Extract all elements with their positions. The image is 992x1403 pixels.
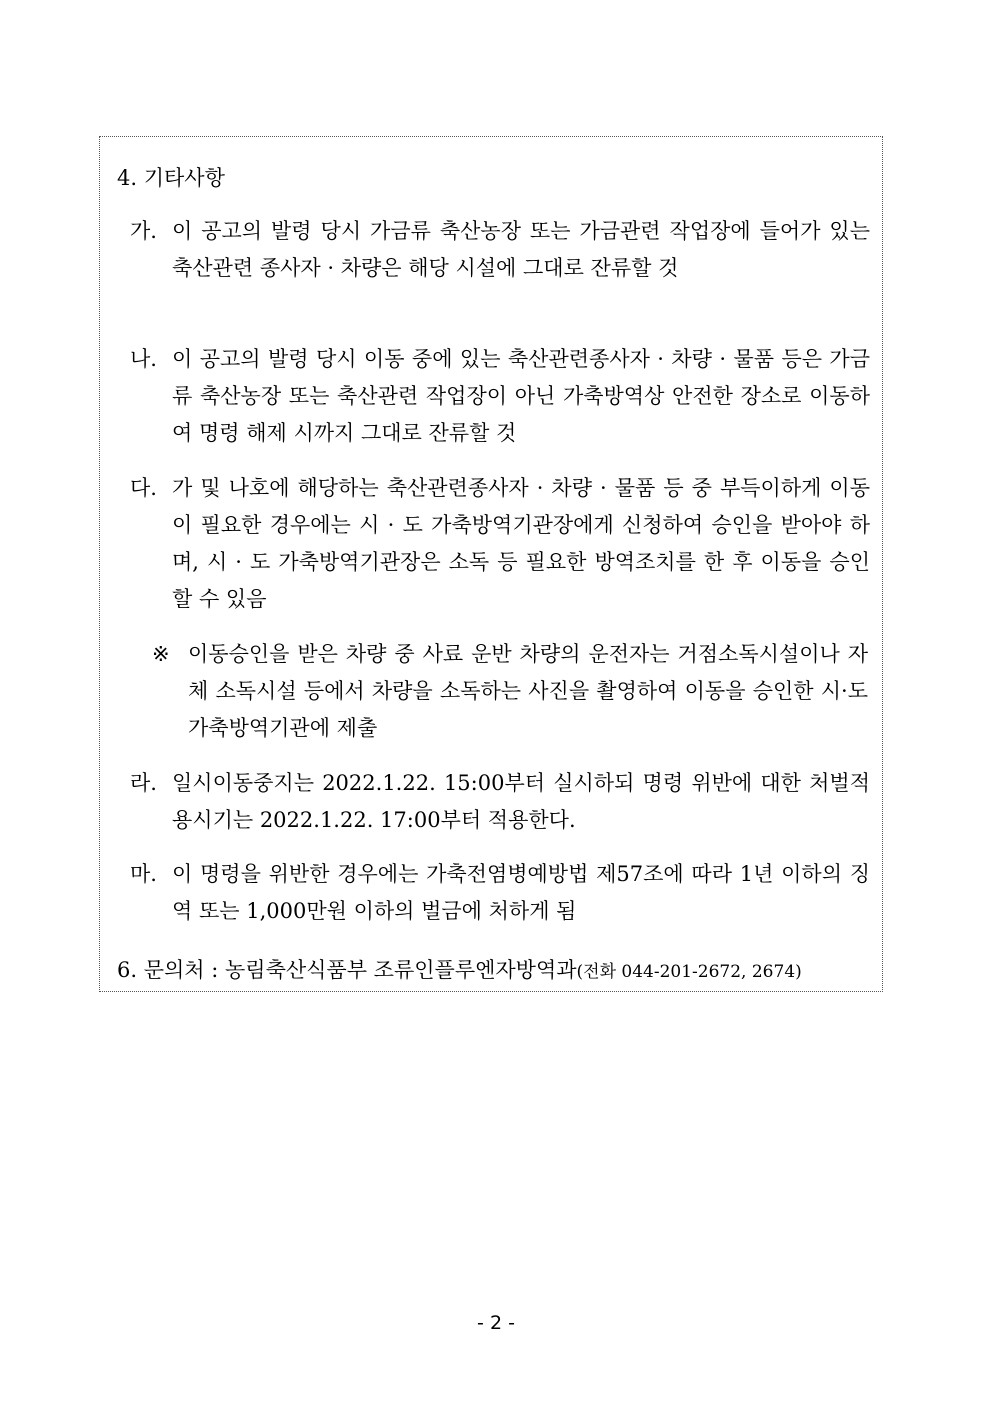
item-marker: 나. <box>130 347 157 371</box>
item-ra <box>130 765 870 839</box>
item-marker: 마. <box>130 862 157 886</box>
item-text: 이 공고의 발령 당시 이동 중에 있는 축산관련종사자 · 차량 · 물품 등은 가금류 축산농장 또는 축산관련 작업장이 아닌 가축방역상 안전한 장소로 이동하여 명령 해제 시까지 그대로 잔류할 것 <box>172 347 870 445</box>
page-number: - 2 - <box>477 1312 515 1334</box>
item-text: 이 명령을 위반한 경우에는 가축전염병예방법 제57조에 따라 1년 이하의 징역 또는 1,000만원 이하의 벌금에 처하게 됨 <box>172 862 870 923</box>
item-text: 일시이동중지는 2022.1.22. 15:00부터 실시하되 명령 위반에 대한 처벌적용시기는 2022.1.22. 17:00부터 적용한다. <box>172 771 870 832</box>
item-ga <box>130 213 870 287</box>
contact-phone: (전화 044-201-2672, 2674) <box>576 962 802 982</box>
item-da <box>130 470 870 618</box>
item-text: 이 공고의 발령 당시 가금류 축산농장 또는 가금관련 작업장에 들어가 있는 축산관련 종사자 · 차량은 해당 시설에 그대로 잔류할 것 <box>172 219 870 280</box>
section-4-heading: 4. 기타사항 <box>117 166 225 190</box>
contact-label: 6. 문의처 : 농림축산식품부 조류인플루엔자방역과 <box>117 958 577 982</box>
note-text: 이동승인을 받은 차량 중 사료 운반 차량의 운전자는 거점소독시설이나 자체 소독시설 등에서 차량을 소독하는 사진을 촬영하여 이동을 승인한 시·도 가축방역기관에 제출 <box>188 642 868 740</box>
item-marker: 라. <box>130 771 157 795</box>
item-marker: 가. <box>130 219 157 243</box>
note-item <box>152 636 868 747</box>
item-marker: 다. <box>130 476 157 500</box>
section-6-contact <box>117 954 802 984</box>
item-ma <box>130 856 870 930</box>
note-marker: ※ <box>152 642 170 666</box>
item-text: 가 및 나호에 해당하는 축산관련종사자 · 차량 · 물품 등 중 부득이하게 이동이 필요한 경우에는 시 · 도 가축방역기관장에게 신청하여 승인을 받아야 하며, 시 · 도 가축방역기관장은 소독 등 필요한 방역조치를 한 후 이동을 승인할 수 있음 <box>172 476 870 611</box>
item-na <box>130 341 870 452</box>
